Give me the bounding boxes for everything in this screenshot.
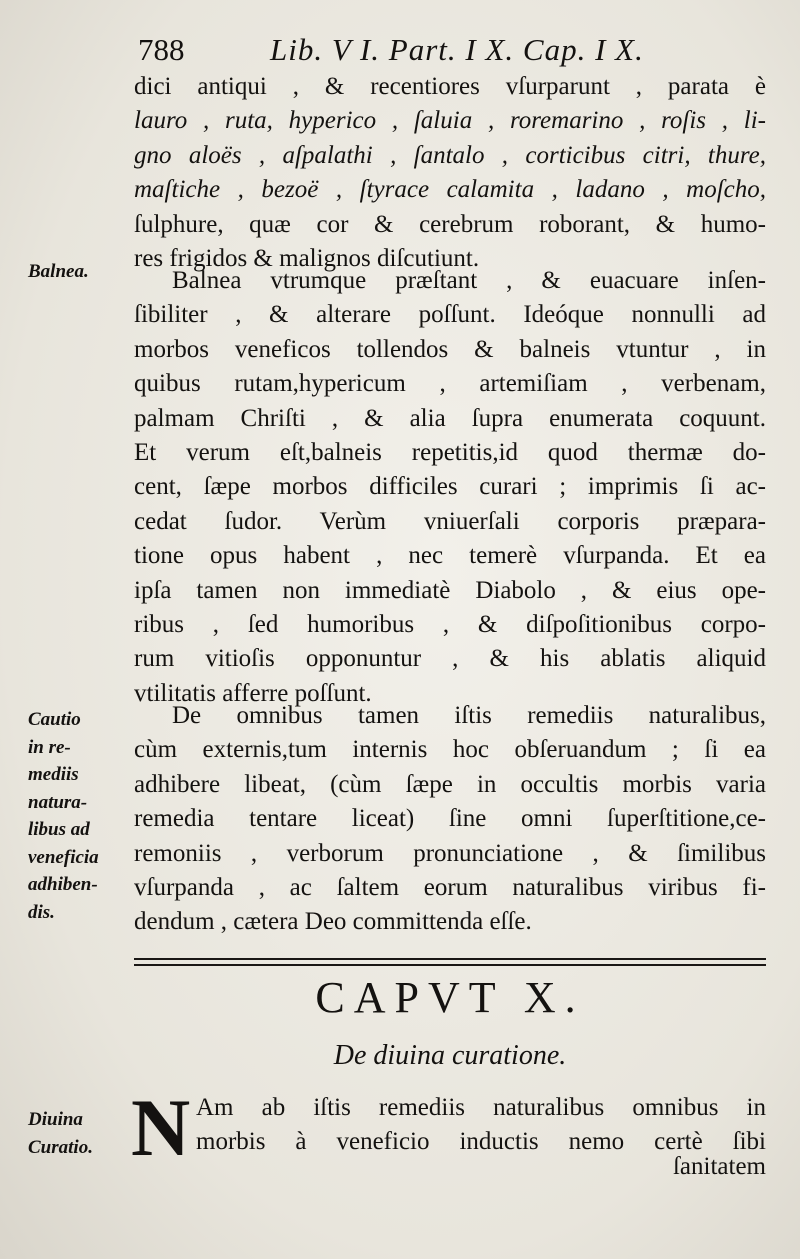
text-line: rum vitioſis opponuntur , & his ablatis aliquid (134, 645, 766, 673)
text-line: Et verum eſt,balneis repetitis,id quod thermæ do- (134, 438, 766, 466)
text-line: Balnea vtrumque præſtant , & euacuare inſen- (172, 267, 766, 294)
margin-note-line: mediis (28, 764, 79, 785)
text-line: dendum , cætera Deo committenda eſſe. (134, 908, 532, 936)
text-line: ſulphure, quæ cor & cerebrum roborant, & humo- (134, 210, 766, 238)
drop-capital: N (131, 1082, 191, 1173)
page-header (138, 30, 778, 70)
text-line: morbos veneficos tollendos & balneis vtuntur , in (134, 335, 766, 363)
running-title: Lib. V I. Part. I X. Cap. I X. (270, 32, 644, 67)
text-line: remedia tentare liceat) ſine omni ſuperſtitione,ce- (134, 805, 766, 833)
text-line: maſtiche , bezoë , ſtyrace calamita , ladano , moſcho, (134, 176, 766, 204)
text-line: cùm externis,tum internis hoc obſeruandum ; ſi ea (134, 736, 766, 764)
text-line: adhibere libeat, (cùm ſæpe in occultis morbis varia (134, 770, 766, 798)
chapter-subtitle: De diuina curatione. (333, 1040, 567, 1071)
margin-note-line: veneficia (28, 846, 99, 868)
text-line: cent, ſæpe morbos difficiles curari ; imprimis ſi ac- (134, 473, 766, 501)
margin-note-balnea: Balnea. (28, 261, 89, 282)
text-line: lauro , ruta, hyperico , ſaluia , roremarino , roſis , li- (134, 107, 766, 135)
margin-note-diuina (28, 1106, 93, 1161)
catchword: ſanitatem (672, 1153, 766, 1180)
chapter-rule-top (134, 958, 766, 960)
text-line: dici antiqui , & recentiores vſurparunt , parata è (134, 73, 766, 100)
top-paragraph (134, 70, 766, 276)
margin-note-line: Curatio. (28, 1136, 93, 1158)
margin-note-line: Cautio (28, 709, 81, 730)
margin-note-line: dis. (28, 901, 55, 923)
text-line: De omnibus tamen iſtis remediis naturalibus, (172, 702, 766, 729)
text-line: Am ab iſtis remediis naturalibus omnibus in (196, 1094, 766, 1121)
text-line: vſurpanda , ac ſaltem eorum naturalibus viribus fi- (134, 873, 766, 901)
text-line: cedat ſudor. Verùm vniuerſali corporis præpara- (134, 507, 766, 535)
chapter-rule-bottom (134, 964, 766, 966)
final-paragraph (196, 1091, 766, 1160)
text-line: res frigidos & malignos diſcutiunt. (134, 244, 480, 272)
chapter-heading: CAPVT X. (315, 973, 585, 1022)
text-line: morbis à veneficio inductis nemo certè ſibi (196, 1128, 766, 1156)
text-line: palmam Chriſti , & alia ſupra enumerata coquunt. (134, 404, 766, 432)
margin-note-line: libus ad (28, 819, 90, 840)
text-line: ribus , ſed humoribus , & diſpoſitionibus corpo- (134, 610, 766, 638)
text-line: ipſa tamen non immediatè Diabolo , & eius ope- (134, 576, 766, 604)
margin-note-line: in re- (28, 736, 71, 758)
text-line: gno aloës , aſpalathi , ſantalo , corticibus citri, thure, (134, 141, 766, 169)
text-line: ſibiliter , & alterare poſſunt. Ideóque nonnulli ad (134, 301, 766, 329)
page-number: 788 (138, 32, 185, 67)
margin-note-line: adhiben- (28, 874, 98, 895)
text-line: vtilitatis afferre poſſunt. (134, 679, 372, 707)
text-line: quibus rutam,hypericum , artemiſiam , verbenam, (134, 370, 766, 398)
margin-note-line: Diuina (28, 1109, 83, 1130)
margin-note-line: natura- (28, 791, 88, 813)
text-line: tione opus habent , nec temerè vſurpanda. Et ea (134, 542, 766, 570)
text-line: remoniis , verborum pronunciatione , & ſimilibus (134, 839, 766, 867)
cautio-paragraph (134, 699, 766, 940)
margin-note-cautio (28, 706, 99, 926)
balnea-paragraph (134, 264, 766, 711)
